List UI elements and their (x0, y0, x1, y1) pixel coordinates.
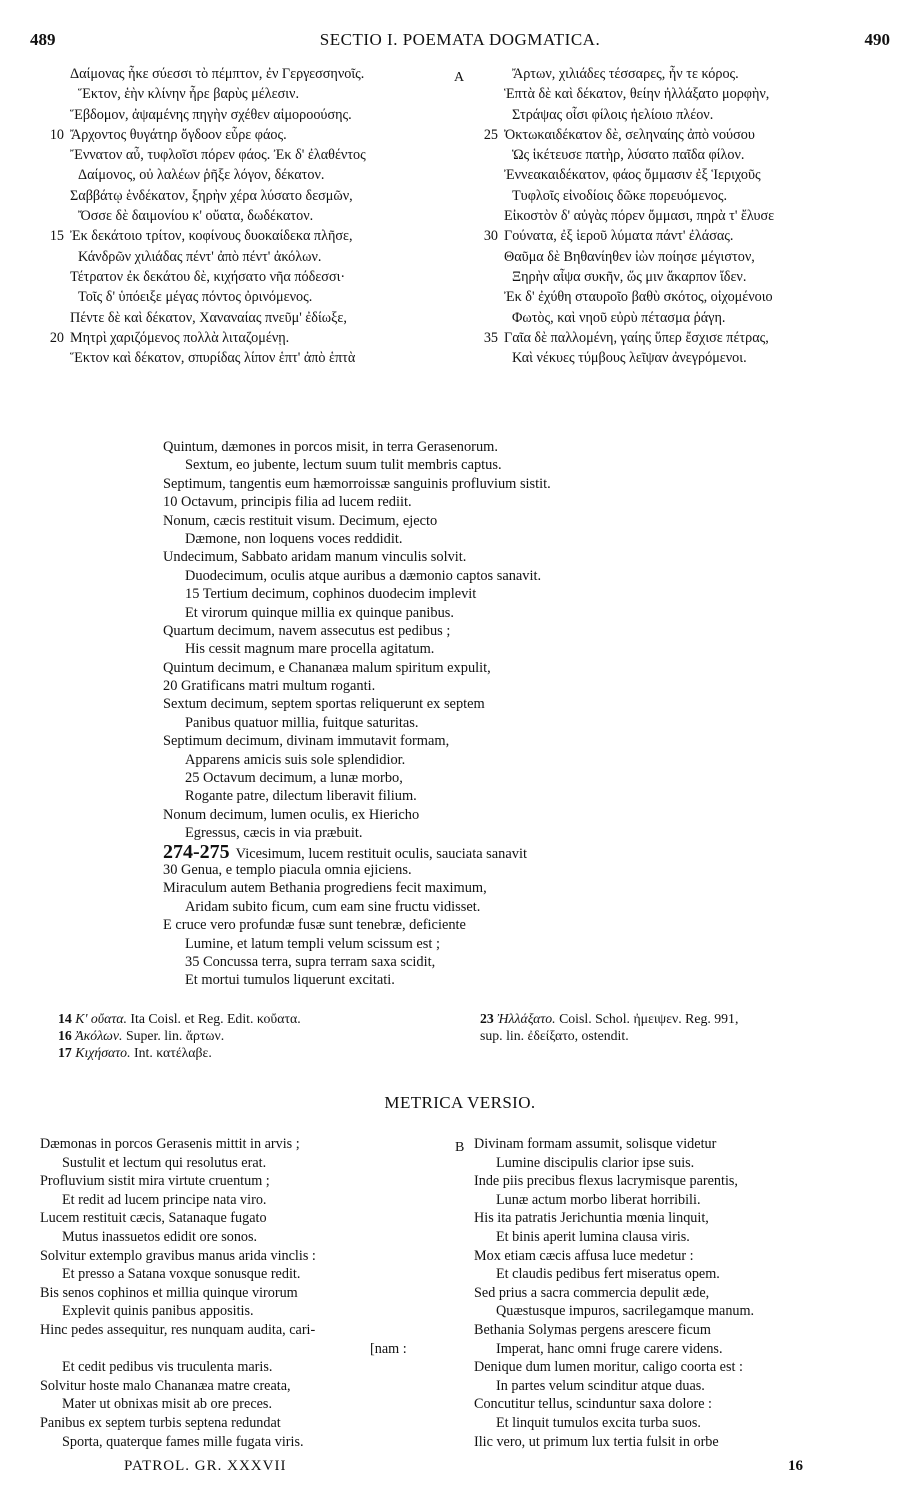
verse-text: Σαββάτῳ ἑνδέκατον, ξηρὴν χέρα λύσατο δεσμῶν, (70, 187, 353, 204)
prose-line (163, 622, 883, 640)
prose-line (163, 530, 883, 548)
footnotes-right (480, 1010, 738, 1044)
prose-text: Gratificans matri multum roganti. (181, 678, 376, 695)
footnote-lemma: Κιχήσατο. (75, 1045, 131, 1061)
line-number: 10 (49, 126, 64, 143)
verse-line: Inde piis precibus flexus lacrymisque parentis, (474, 1173, 738, 1190)
prose-line (163, 861, 883, 879)
verse-text: Εἰκοστὸν δ' αὐγὰς πόρεν ὄμμασι, πηρὰ τ' ἔλυσε (504, 208, 775, 225)
verse-line (468, 206, 774, 226)
prose-text: Dæmone, non loquens voces reddidit. (185, 530, 403, 547)
page-number-left: 489 (30, 30, 56, 49)
verse-line: Lucem restituit cæcis, Satanaque fugato (40, 1210, 267, 1227)
prose-text: Undecimum, Sabbato aridam manum vinculis solvit. (163, 549, 467, 566)
prose-text: Rogante patre, dilectum liberavit filium. (185, 788, 417, 805)
verse-line (34, 84, 366, 104)
prose-text: Septimum, tangentis eum hæmorroissæ sanguinis profluvium sistit. (163, 475, 551, 492)
prose-text: Egressus, cæcis in via præbuit. (185, 825, 363, 842)
prose-line (163, 953, 883, 971)
verse-text: Ὄσσε δὲ δαιμονίου κ' οὔατα, δωδέκατον. (78, 208, 314, 225)
footnote-text: Coisl. Schol. ἠμειψεν. Reg. 991, (559, 1011, 739, 1026)
prose-text: Sextum decimum, septem sportas reliquerunt ex septem (163, 696, 485, 713)
prose-text: Et virorum quinque millia ex quinque panibus. (185, 604, 454, 621)
verse-text: Ὀκτωκαιδέκατον δὲ, σεληναίης ἀπὸ νούσου (504, 126, 755, 143)
footnote-text: sup. lin. ἐδείξατο, ostendit. (480, 1028, 629, 1044)
prose-line (163, 604, 883, 622)
verse-text: Στράψας οἷσι φίλοις ἠελίοιο πλέον. (512, 106, 714, 123)
verse-text: Ἐκ δεκάτοιο τρίτον, κοφίνους δυοκαίδεκα πλῆσε, (70, 228, 353, 245)
prose-text: Apparens amicis suis sole splendidior. (185, 751, 406, 768)
verse-text: Τέτρατον ἐκ δεκάτου δὲ, κιχήσατο νῆα πόδεσσι· (70, 268, 346, 285)
verse-text: Ἐννεακαιδέκατον, φάος ὄμμασιν ἐξ Ἱεριχοῦς (504, 167, 761, 184)
verse-line (34, 226, 366, 246)
verse-text: Γαῖα δὲ παλλομένη, γαίης ὕπερ ἔσχισε πέτρας, (504, 329, 769, 346)
line-number: 25 (185, 770, 203, 787)
column-marker-b: B (455, 1140, 465, 1155)
verse-text: Ἑπτὰ δὲ καὶ δέκατον, θείην ἠλλάξατο μορφὴν, (504, 86, 770, 103)
verse-line (34, 165, 366, 185)
verse-text: Τυφλοῖς εἰνοδίοις δῶκε πορευόμενος. (512, 187, 728, 204)
verse-text: Ἕκτον καὶ δέκατον, σπυρίδας λίπον ἑπτ' ἀπὸ ἑπτὰ (70, 350, 356, 367)
prose-text: Lumine, et latum templi velum scissum est ; (185, 935, 440, 952)
prose-text: Et mortui tumulos liquerunt excitati. (185, 972, 395, 989)
verse-text: Ἕκτον, ἑὴν κλίνην ἦρε βαρὺς μέλεσιν. (78, 86, 300, 103)
verse-line (468, 267, 774, 287)
verse-line: Bethania Solymas pergens arescere ficum (474, 1321, 711, 1338)
verse-line (468, 125, 774, 145)
prose-text: Quintum decimum, e Chananæa malum spiritum expulit, (163, 659, 491, 676)
prose-text: Miraculum autem Bethania progrediens fecit maximum, (163, 880, 487, 897)
verse-line: Mater ut obnixas misit ab ore preces. (62, 1396, 272, 1413)
prose-line (163, 916, 883, 934)
verse-line: Concutitur tellus, scinduntur saxa dolore : (474, 1396, 712, 1413)
prose-line (163, 971, 883, 989)
verse-line: Denique dum lumen moritur, caligo coorta est : (474, 1359, 743, 1376)
verse-line: Solvitur hoste malo Chananæa matre creata, (40, 1377, 291, 1394)
latin-prose-translation (163, 438, 883, 990)
line-number: 15 (49, 228, 64, 245)
verse-text: Καὶ νέκυες τύμβους λεῖψαν ἀνεγρόμενοι. (512, 350, 747, 367)
verse-line (34, 206, 366, 226)
verse-line (34, 186, 366, 206)
prose-line (163, 769, 883, 787)
verse-line: His ita patratis Jerichuntia mœnia linquit, (474, 1210, 709, 1227)
verse-line (34, 287, 366, 307)
line-number: 20 (49, 329, 64, 346)
prose-text: Duodecimum, oculis atque auribus a dæmonio captos sanavit. (185, 567, 542, 584)
page-header (30, 30, 890, 54)
verse-line (468, 64, 774, 84)
prose-line (163, 456, 883, 474)
line-number: 25 (483, 126, 498, 143)
verse-line: Mutus inassuetos edidit ore sonos. (62, 1228, 258, 1245)
line-number: 20 (163, 678, 181, 695)
prose-line (163, 640, 883, 658)
prose-text: E cruce vero profundæ fusæ sunt tenebræ, deficiente (163, 917, 466, 934)
verse-line (34, 247, 366, 267)
verse-line (468, 348, 774, 368)
prose-text: Octavum decimum, a lunæ morbo, (203, 770, 403, 787)
verse-text: Ἄρτων, χιλιάδες τέσσαρες, ἦν τε κόρος. (512, 66, 739, 82)
verse-line: In partes velum scinditur atque duas. (496, 1377, 705, 1394)
prose-text: Sextum, eo jubente, lectum suum tulit membris captus. (185, 457, 502, 474)
verse-line: Mox etiam cæcis affusa luce medetur : (474, 1247, 694, 1264)
verse-line (34, 64, 366, 84)
line-number: 10 (163, 494, 181, 511)
prose-text: Aridam subito ficum, cum eam sine fructu vidisset. (185, 898, 481, 915)
footnote-text: Super. lin. ἄρτων. (125, 1028, 225, 1044)
verse-line: Sustulit et lectum qui resolutus erat. (62, 1154, 267, 1171)
verse-text: Δαίμονας ἧκε σύεσσι τὸ πέμπτον, ἐν Γεργεσσηνοῖς. (70, 66, 365, 82)
verse-text: Ἔννατον αὖ, τυφλοῖσι πόρεν φάος. Ἐκ δ' ἐλαθέντος (70, 147, 366, 164)
verse-text: Ξηρὴν αἶψα συκῆν, ὥς μιν ἄκαρπον ἴδεν. (512, 268, 747, 285)
verse-line (468, 226, 774, 246)
verse-line: Et redit ad lucem principe nata viro. (62, 1191, 267, 1208)
prose-line (163, 935, 883, 953)
verse-line: Imperat, hanc omni fruge carere videns. (496, 1340, 723, 1357)
section-title: METRICA VERSIO. (384, 1093, 536, 1112)
prose-line (163, 475, 883, 493)
prose-line (163, 787, 883, 805)
footnote-number: 23 (480, 1011, 494, 1026)
line-number: 30 (483, 228, 498, 245)
verse-text: Φωτὸς, καὶ νηοῦ εὐρὺ πέτασμα ῥάγη. (512, 309, 726, 326)
verse-text: Τοῖς δ' ὑπόειξε μέγας πόντος ὀρινόμενος. (78, 289, 313, 306)
running-title: SECTIO I. POEMATA DOGMATICA. (319, 30, 601, 49)
prose-text: Concussa terra, supra terram saxa scidit, (203, 953, 436, 970)
prose-line (163, 659, 883, 677)
prose-text: Panibus quatuor millia, fuitque saturitas. (185, 714, 419, 731)
line-number: 35 (483, 329, 498, 346)
verse-line: Et claudis pedibus fert miseratus opem. (496, 1266, 720, 1283)
prose-text: Vicesimum, lucem restituit oculis, sauciata sanavit (235, 845, 527, 862)
verse-line: Hinc pedes assequitur, res nunquam audita, cari- (40, 1321, 316, 1338)
footnote-lemma: Ἠλλάξατο. (497, 1011, 556, 1026)
verse-line (468, 165, 774, 185)
verse-text: Κάνδρῶν χιλιάδας πέντ' ἀπὸ πέντ' ἀκόλων. (78, 248, 322, 265)
footnote (480, 1010, 738, 1027)
prose-text: Quartum decimum, navem assecutus est pedibus ; (163, 622, 451, 639)
prose-line (163, 585, 883, 603)
verse-line (34, 328, 366, 348)
verse-text: Ἄρχοντος θυγάτηρ ὄγδοον εὗρε φάος. (70, 126, 287, 143)
verse-line (34, 267, 366, 287)
prose-line (163, 840, 883, 863)
verse-line: Panibus ex septem turbis septena redundat (40, 1414, 281, 1431)
page-number-right: 490 (864, 30, 890, 49)
verse-line: Et cedit pedibus vis truculenta maris. (62, 1359, 273, 1376)
verse-line: Explevit quinis panibus appositis. (62, 1303, 254, 1320)
prose-text: Octavum, principis filia ad lucem rediit. (181, 494, 412, 511)
prose-text: Nonum, cæcis restituit visum. Decimum, ejecto (163, 512, 438, 529)
prose-line (163, 751, 883, 769)
footnote-lemma: Κ' οὔατα. (75, 1011, 127, 1026)
verse-line (468, 308, 774, 328)
footnote (58, 1044, 301, 1061)
verse-line: Dæmonas in porcos Gerasenis mittit in arvis ; (40, 1136, 300, 1152)
footnote (58, 1027, 301, 1044)
prose-text: His cessit magnum mare procella agitatum. (185, 641, 435, 658)
footnote-number: 17 (58, 1045, 72, 1061)
verse-line: Sporta, quaterque fames mille fugata viris. (62, 1433, 304, 1450)
footer-sheet-number: 16 (788, 1458, 803, 1474)
footnote-text: Ita Coisl. et Reg. Edit. κοὔατα. (130, 1011, 301, 1026)
verse-line (34, 105, 366, 125)
column-marker-a: A (454, 70, 465, 85)
line-number: 15 (185, 586, 203, 603)
verse-line (468, 328, 774, 348)
prose-line (163, 677, 883, 695)
verse-line: Divinam formam assumit, solisque videtur (474, 1136, 717, 1152)
footnote-number: 16 (58, 1028, 72, 1044)
verse-line: Bis senos cophinos et millia quinque virorum (40, 1284, 298, 1301)
verse-line (34, 125, 366, 145)
prose-text: Tertium decimum, cophinos duodecim implevit (202, 586, 477, 603)
verse-line: Et presso a Satana voxque sonusque redit. (62, 1266, 301, 1283)
footnote (58, 1010, 301, 1027)
verse-text: Πέντε δὲ καὶ δέκατον, Χαναναίας πνεῦμ' ἐδίωξε, (70, 309, 347, 326)
verse-line: Lunæ actum morbo liberat horribili. (496, 1191, 701, 1208)
prose-line (163, 512, 883, 530)
verse-line: Quæstusque impuros, sacrilegamque manum. (496, 1303, 755, 1320)
prose-line (163, 438, 883, 456)
footnote-lemma: Ἀκόλων. (75, 1028, 123, 1044)
metrica-versio-right-column (474, 1135, 754, 1451)
verse-line (468, 105, 774, 125)
verse-text: Ἕβδομον, ἀψαμένης πηγὴν σχέθεν αἱμοροούσης. (70, 106, 352, 123)
prose-line (163, 567, 883, 585)
prose-line (163, 732, 883, 750)
prose-line (163, 898, 883, 916)
verse-line: Profluvium sistit mira virtute cruentum ; (40, 1173, 270, 1190)
column-reference: 274-275 (163, 840, 230, 863)
metrica-versio-left-column (40, 1135, 407, 1451)
verse-line: Et linquit tumulos excita turba suos. (496, 1414, 701, 1431)
greek-text-left-column (34, 64, 366, 368)
footnotes-left (58, 1010, 301, 1062)
verse-text: Ἐκ δ' ἐχύθη σταυροῖο βαθὺ σκότος, οἰχομένοιο (504, 289, 773, 306)
verse-line (34, 145, 366, 165)
prose-text: Septimum decimum, divinam immutavit formam, (163, 733, 450, 750)
prose-line (163, 806, 883, 824)
prose-line (163, 695, 883, 713)
verse-line: Ilic vero, ut primum lux tertia fulsit in orbe (474, 1433, 719, 1450)
verse-line (468, 145, 774, 165)
line-number: 35 (185, 953, 203, 970)
greek-text-right-column (468, 64, 774, 368)
footnote-text: Int. κατέλαβε. (134, 1045, 212, 1061)
prose-line (163, 714, 883, 732)
verse-line: [nam : (370, 1340, 407, 1357)
prose-text: Nonum decimum, lumen oculis, ex Hiericho (163, 806, 420, 823)
verse-text: Μητρὶ χαριζόμενος πολλὰ λιταζομένῃ. (70, 329, 290, 346)
prose-line (163, 548, 883, 566)
verse-line: Solvitur extemplo gravibus manus arida vinclis : (40, 1247, 316, 1264)
prose-text: Genua, e templo piacula omnia ejiciens. (181, 861, 412, 878)
verse-line (468, 84, 774, 104)
verse-text: Δαίμονος, οὐ λαλέων ῥῆξε λόγον, δέκατον. (78, 167, 325, 184)
verse-line (468, 247, 774, 267)
verse-text: Θαῦμα δὲ Βηθανίηθεν ἰὼν ποίησε μέγιστον, (504, 248, 755, 265)
footer-signature: PATROL. GR. XXXVII (124, 1458, 287, 1474)
prose-line (163, 824, 883, 842)
verse-text: Γούνατα, ἐξ ἱεροῦ λύματα πάντ' ἐλάσας. (504, 228, 734, 245)
prose-line (163, 879, 883, 897)
verse-line (34, 308, 366, 328)
prose-text: Quintum, dæmones in porcos misit, in terra Gerasenorum. (163, 439, 498, 455)
verse-line: Lumine discipulis clarior ipse suis. (496, 1154, 695, 1171)
footnote-number: 14 (58, 1011, 72, 1026)
verse-line (468, 186, 774, 206)
verse-line (468, 287, 774, 307)
verse-line: Sed prius a sacra commercia depulit æde, (474, 1284, 710, 1301)
verse-text: Ὡς ἱκέτευσε πατὴρ, λύσατο παῖδα φίλον. (512, 147, 745, 164)
prose-line (163, 493, 883, 511)
footnote (480, 1027, 738, 1044)
verse-line: Et binis aperit lumina clausa viris. (496, 1228, 690, 1245)
line-number: 30 (163, 861, 181, 878)
verse-line (34, 348, 366, 368)
